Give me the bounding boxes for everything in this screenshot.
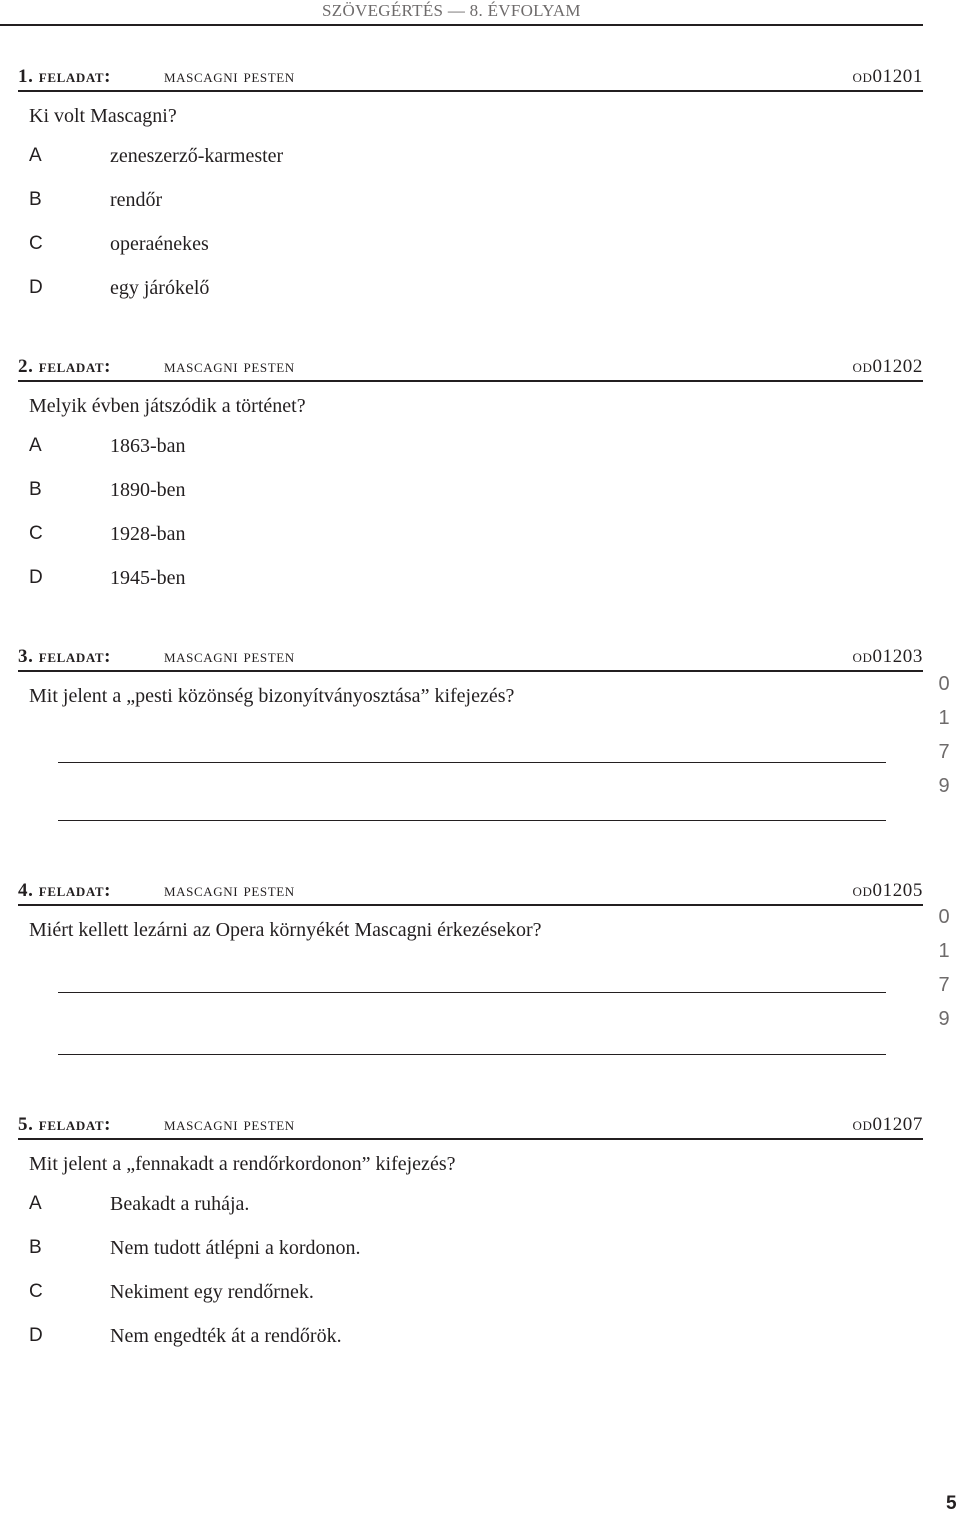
score-code: 7 [938,741,950,763]
task-number: 3. feladat: [18,646,112,667]
answer-line[interactable] [58,762,886,763]
score-codes [936,900,952,1036]
task-title: mascagni pesten [164,1114,295,1135]
option-text: Nem tudott átlépni a kordonon. [110,1237,361,1259]
option-text: egy járókelő [110,277,210,299]
score-code: 9 [938,1008,950,1030]
page-number: 5 [946,1493,957,1514]
option-letter: C [29,523,43,544]
score-code: 9 [938,775,950,797]
option-c[interactable] [29,222,923,266]
option-text: operaénekes [110,233,209,255]
option-letter: C [29,1281,43,1302]
option-letter: D [29,277,43,298]
option-text: Beakadt a ruhája. [110,1193,250,1215]
option-list [29,134,923,310]
task-4 [18,880,923,942]
option-d[interactable] [29,266,923,310]
task-number: 5. feladat: [18,1114,112,1135]
option-letter: A [29,145,42,166]
task-title: mascagni pesten [164,880,295,901]
score-code: 7 [938,974,950,996]
answer-line[interactable] [58,1054,886,1055]
option-c[interactable] [29,1270,923,1314]
task-heading [18,1114,923,1140]
option-letter: A [29,1193,42,1214]
running-header [0,0,923,26]
option-letter: B [29,189,42,210]
option-text: 1863-ban [110,435,186,457]
answer-line[interactable] [58,992,886,993]
task-heading [18,646,923,672]
option-list [29,1182,923,1358]
score-code: 0 [938,906,950,928]
task-title: mascagni pesten [164,356,295,377]
option-list [29,424,923,600]
option-text: zeneszerző-karmester [110,145,284,167]
task-heading [18,880,923,906]
task-title: mascagni pesten [164,66,295,87]
option-c[interactable] [29,512,923,556]
running-header-title: SZÖVEGÉRTÉS — 8. ÉVFOLYAM [322,1,581,20]
option-letter: D [29,1325,43,1346]
option-letter: D [29,567,43,588]
task-heading [18,356,923,382]
option-a[interactable] [29,134,923,178]
option-text: Nem engedték át a rendőrök. [110,1325,342,1347]
option-text: 1928-ban [110,523,186,545]
option-b[interactable] [29,468,923,512]
task-number: 2. feladat: [18,356,112,377]
option-letter: B [29,479,42,500]
option-b[interactable] [29,1226,923,1270]
option-text: 1945-ben [110,567,186,589]
score-code: 0 [938,673,950,695]
option-letter: B [29,1237,42,1258]
option-a[interactable] [29,424,923,468]
option-text: Nekiment egy rendőrnek. [110,1281,314,1303]
task-5 [18,1114,923,1358]
task-code: od01207 [852,1114,923,1135]
question-text: Mit jelent a „pesti közönség bizonyítványosztása” kifejezés? [29,685,515,707]
option-text: 1890-ben [110,479,186,501]
task-heading [18,66,923,92]
answer-line[interactable] [58,820,886,821]
task-number: 1. feladat: [18,66,112,87]
option-d[interactable] [29,1314,923,1358]
option-text: rendőr [110,189,163,211]
option-b[interactable] [29,178,923,222]
option-letter: C [29,233,43,254]
question-text: Mit jelent a „fennakadt a rendőrkordonon” kifejezés? [29,1153,456,1175]
task-code: od01201 [852,66,923,87]
task-code: od01203 [852,646,923,667]
score-codes [936,667,952,803]
score-code: 1 [938,940,950,962]
task-code: od01205 [852,880,923,901]
task-title: mascagni pesten [164,646,295,667]
question-text: Melyik évben játszódik a történet? [29,395,306,417]
question-text: Ki volt Mascagni? [29,105,177,127]
option-a[interactable] [29,1182,923,1226]
task-code: od01202 [852,356,923,377]
task-1 [18,66,923,310]
question-text: Miért kellett lezárni az Opera környékét Mascagni érkezésekor? [29,919,542,941]
option-d[interactable] [29,556,923,600]
score-code: 1 [938,707,950,729]
task-3 [18,646,923,708]
task-2 [18,356,923,600]
option-letter: A [29,435,42,456]
task-number: 4. feladat: [18,880,112,901]
